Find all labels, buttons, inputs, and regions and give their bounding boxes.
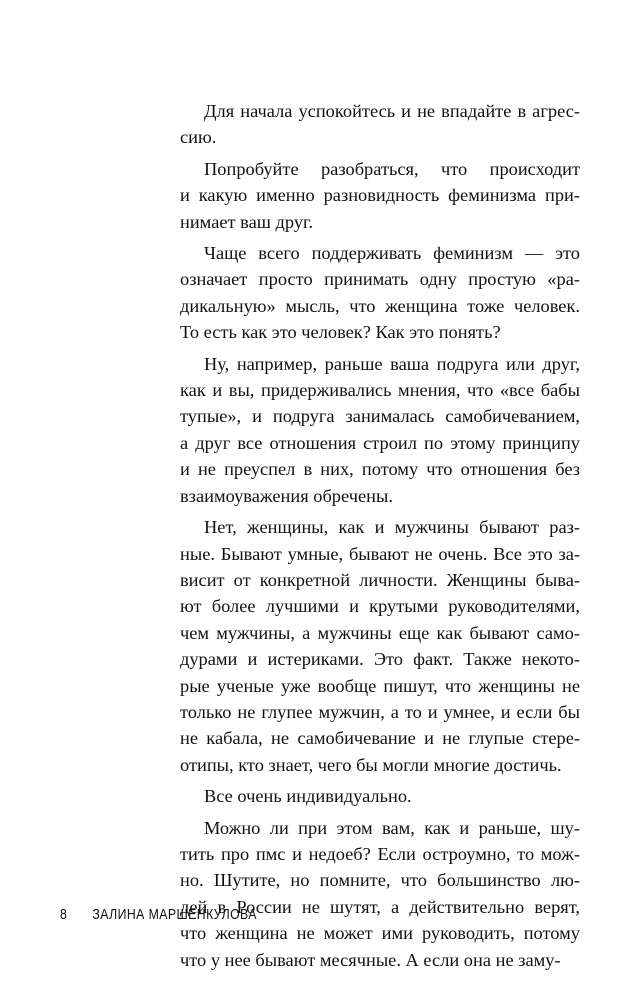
- text-line: дей в России не шутят, а действительно верят,: [180, 896, 580, 917]
- text-line: Попробуйте разобраться, что происходит: [204, 158, 580, 179]
- paragraph: [180, 815, 580, 973]
- text-line: как и вы, придерживались мнения, что «все бабы: [180, 380, 580, 401]
- paragraph: [180, 351, 580, 509]
- text-line: Можно ли при этом вам, как и раньше, шу-: [204, 817, 580, 838]
- text-line: Нет, женщины, как и мужчины бывают раз-: [204, 517, 580, 538]
- page-body-text: [180, 98, 580, 973]
- text-line: Все очень индивидуально.: [204, 786, 412, 807]
- text-line: и какую именно разновидность феминизма при-: [180, 185, 580, 206]
- text-line: сию.: [180, 127, 217, 148]
- text-line: нимает ваш друг.: [180, 211, 314, 232]
- paragraph: [180, 98, 580, 151]
- text-line: Чаще всего поддерживать феминизм — это: [204, 243, 580, 264]
- text-line: а друг все отношения строил по этому принципу: [180, 432, 580, 453]
- page-number: 8: [60, 906, 68, 923]
- text-line: дикальную» мысль, что женщина тоже человек.: [180, 295, 580, 316]
- paragraph: [180, 156, 580, 235]
- text-line: означает просто принимать одну простую «ра-: [180, 269, 580, 290]
- text-line: но. Шутите, но помните, что большинство лю-: [180, 870, 580, 891]
- text-line: только не глупее мужчин, а то и умнее, и если бы: [180, 701, 580, 722]
- page-footer: [60, 906, 257, 923]
- text-line: висит от конкретной личности. Женщины быва-: [180, 569, 580, 590]
- text-line: чем мужчины, а мужчины еще как бывают само-: [180, 622, 580, 643]
- text-line: тить про пмс и недоеб? Если остроумно, то мож-: [180, 843, 580, 864]
- text-line: дурами и истериками. Это факт. Также некото-: [180, 649, 580, 670]
- paragraph: [180, 240, 580, 346]
- text-line: не кабала, не самобичевание и не глупые стере-: [180, 728, 580, 749]
- text-line: ют более лучшими и крутыми руководителями,: [180, 596, 580, 617]
- text-line: Ну, например, раньше ваша подруга или друг,: [204, 353, 580, 374]
- text-line: тупые», и подруга занималась самобичеванием,: [180, 406, 580, 427]
- text-line: и не преуспел в них, потому что отношения без: [180, 459, 580, 480]
- text-line: что женщина не может ими руководить, потому: [180, 923, 580, 944]
- paragraph: [180, 514, 580, 778]
- text-line: То есть как это человек? Как это понять?: [180, 322, 501, 343]
- text-line: рые ученые уже вообще пишут, что женщины не: [180, 675, 580, 696]
- paragraph: [180, 783, 580, 809]
- text-line: отипы, кто знает, чего бы могли многие достичь.: [180, 754, 562, 775]
- running-author-name: ЗАЛИНА МАРШЕНКУЛОВА: [92, 906, 257, 923]
- text-line: Для начала успокойтесь и не впадайте в агрес-: [204, 101, 580, 121]
- text-line: ные. Бывают умные, бывают не очень. Все это за-: [180, 543, 580, 564]
- text-line: взаимоуважения обречены.: [180, 485, 393, 506]
- text-line: что у нее бывают месячные. А если она не заму-: [180, 949, 561, 970]
